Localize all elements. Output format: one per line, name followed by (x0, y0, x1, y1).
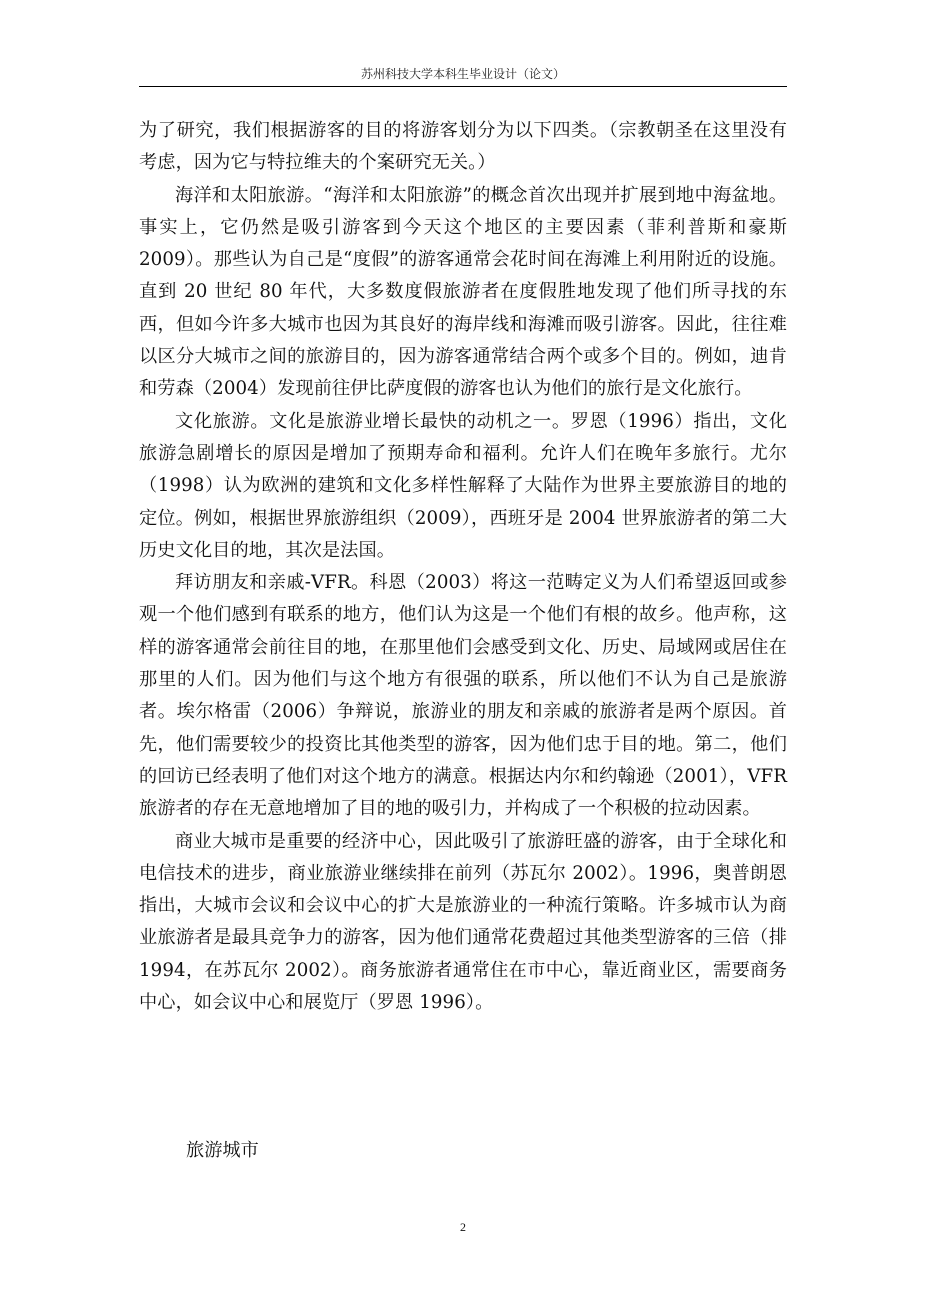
paragraph-vfr-tourism: 拜访朋友和亲戚-VFR。科恩（2003）将这一范畴定义为人们希望返回或参观一个他们感到有联系的地方，他们认为这是一个他们有根的故乡。他声称，这样的游客通常会前往目的地，在那里他们会感受到文化、历史、局域网或居住在那里的人们。因为他们与这个地方有很强的联系，所以他们不认为自己是旅游者。埃尔格雷（2006）争辩说，旅游业的朋友和亲戚的旅游者是两个原因。首先，他们需要较少的投资比其他类型的游客，因为他们忠于目的地。第二，他们的回访已经表明了他们对这个地方的满意。根据达内尔和约翰逊（2001），VFR 旅游者的存在无意地增加了目的地的吸引力，并构成了一个积极的拉动因素。 (139, 572, 787, 820)
paragraph-business-tourism: 商业大城市是重要的经济中心，因此吸引了旅游旺盛的游客，由于全球化和电信技术的进步，商业旅游业继续排在前列（苏瓦尔 2002）。1996，奥普朗恩指出，大城市会议和会议中心的扩大是旅游业的一种流行策略。许多城市认为商业旅游者是最具竞争力的游客，因为他们通常花费超过其他类型游客的三倍（排 1994，在苏瓦尔 2002）。商务旅游者通常住在市中心，靠近商业区，需要商务中心，如会议中心和展览厅（罗恩 1996）。 (139, 830, 787, 1014)
body-text (139, 115, 787, 1019)
paragraph-cultural-tourism: 文化旅游。文化是旅游业增长最快的动机之一。罗恩（1996）指出，文化旅游急剧增长的原因是增加了预期寿命和福利。允许人们在晚年多旅行。尤尔（1998）认为欧洲的建筑和文化多样性解释了大陆作为世界主要旅游目的地的定位。例如，根据世界旅游组织（2009），西班牙是 2004 世界旅游者的第二大历史文化目的地，其次是法国。 (139, 410, 787, 561)
page-number: 2 (460, 1220, 466, 1234)
header-divider (139, 86, 787, 87)
running-header: 苏州科技大学本科生毕业设计（论文） (360, 67, 565, 81)
paragraph-intro: 为了研究，我们根据游客的目的将游客划分为以下四类。（宗教朝圣在这里没有考虑，因为它与特拉维夫的个案研究无关。） (139, 120, 787, 174)
paragraph-sea-sun-tourism: 海洋和太阳旅游。“海洋和太阳旅游”的概念首次出现并扩展到地中海盆地。事实上，它仍然是吸引游客到今天这个地区的主要因素（菲利普斯和豪斯 2009）。那些认为自己是“度假”的游客通常会花时间在海滩上利用附近的设施。直到 20 世纪 80 年代，大多数度假旅游者在度假胜地发现了他们所寻找的东西，但如今许多大城市也因为其良好的海岸线和海滩而吸引游客。因此，往往难以区分大城市之间的旅游目的，因为游客通常结合两个或多个目的。例如，迪肯和劳森（2004）发现前往伊比萨度假的游客也认为他们的旅行是文化旅行。 (139, 184, 787, 400)
section-heading: 旅游城市 (186, 1140, 259, 1161)
